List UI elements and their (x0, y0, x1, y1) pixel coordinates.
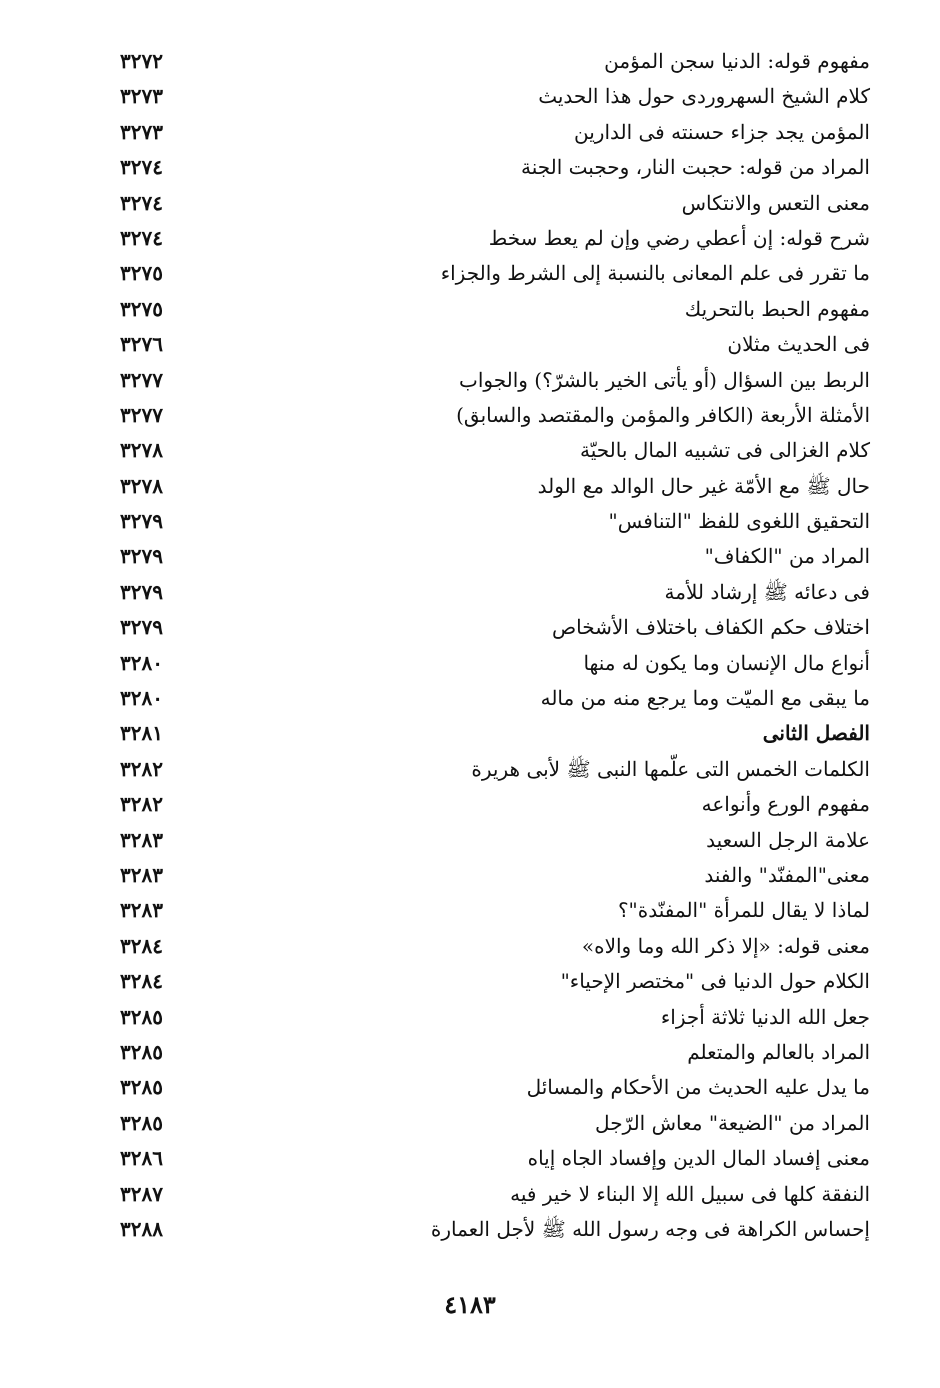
toc-entry-page-number: ٣٢٨٠ (120, 650, 163, 675)
toc-entry-title: المراد من "الضيعة" معاش الرّجل (595, 1110, 870, 1135)
toc-entry-title: حال ﷺ مع الأمّة غير حال الوالد مع الولد (537, 473, 870, 498)
toc-entry-page-number: ٣٢٨٢ (120, 792, 163, 817)
toc-entry (0, 539, 940, 574)
toc-entry (0, 327, 940, 362)
toc-entry-title: مفهوم قوله: الدنيا سجن المؤمن (604, 49, 870, 73)
section-heading: الفصل الثانى (762, 721, 870, 746)
toc-entry-page-number: ٣٢٨٥ (120, 1039, 163, 1064)
toc-entry-title: لماذا لا يقال للمرأة "المفنّدة"؟ (617, 898, 870, 923)
toc-entry-title: معنى التعس والانتكاس (681, 190, 870, 215)
toc-entry-page-number: ٣٢٨١ (120, 721, 163, 746)
toc-entry-page-number: ٣٢٧٢ (120, 49, 163, 73)
toc-entry-page-number: ٣٢٨٠ (120, 686, 163, 711)
toc-entry-page-number: ٣٢٧٤ (120, 155, 163, 180)
toc-entry (0, 150, 940, 185)
toc-entry-page-number: ٣٢٨٣ (120, 898, 163, 923)
toc-entry (0, 1000, 940, 1035)
toc-entry (0, 1035, 940, 1070)
toc-entry-title: فى دعائه ﷺ إرشاد للأمة (664, 579, 870, 604)
toc-entry-title: التحقيق اللغوى للفظ "التنافس" (608, 509, 870, 534)
toc-entry (0, 823, 940, 858)
toc-entry-page-number: ٣٢٨٤ (120, 969, 163, 994)
page-number: ٤١٨٣ (444, 1290, 496, 1319)
toc-entry-page-number: ٣٢٧٥ (120, 261, 163, 286)
toc-entry-title: كلام الغزالى فى تشبيه المال بالحيّة (580, 438, 870, 463)
toc-entry-title: إحساس الكراهة فى وجه رسول الله ﷺ لأجل العمارة (430, 1216, 870, 1241)
toc-entry-page-number: ٣٢٧٤ (120, 190, 163, 215)
toc-entry-page-number: ٣٢٧٩ (120, 615, 163, 640)
toc-entry (0, 433, 940, 468)
toc-entry-page-number: ٣٢٨٣ (120, 827, 163, 852)
toc-entry (0, 681, 940, 716)
toc-entry (0, 221, 940, 256)
toc-entry (0, 1177, 940, 1212)
toc-entry-title: معنى"المفنّد" والفند (704, 862, 870, 887)
toc-entry-title: مفهوم الحبط بالتحريك (684, 296, 870, 321)
toc-entry (0, 752, 940, 787)
toc-entry-page-number: ٣٢٨٢ (120, 756, 163, 781)
toc-entry-title: الربط بين السؤال (أو يأتى الخير بالشرّ؟) والجواب (458, 367, 870, 392)
toc-entry (0, 1106, 940, 1141)
toc-entry-title: المؤمن يجد جزاء حسنته فى الدارين (574, 119, 870, 144)
toc-entry-title: اختلاف حكم الكفاف باختلاف الأشخاص (551, 615, 870, 640)
toc-entry-page-number: ٣٢٧٣ (120, 84, 163, 109)
toc-entry (0, 858, 940, 893)
toc-entry-page-number: ٣٢٧٧ (120, 367, 163, 392)
toc-entry-title: ما تقرر فى علم المعانى بالنسبة إلى الشرط والجزاء (440, 261, 870, 286)
toc-entry (0, 1212, 940, 1247)
toc-entry (0, 575, 940, 610)
toc-entry (0, 115, 940, 150)
toc-entry (0, 893, 940, 928)
toc-entry (0, 363, 940, 398)
toc-entry-title: جعل الله الدنيا ثلاثة أجزاء (660, 1004, 870, 1029)
table-of-contents (0, 44, 940, 1247)
toc-entry-title: شرح قوله: إن أعطي رضي وإن لم يعط سخط (488, 225, 870, 250)
toc-entry-title: المراد من "الكفاف" (704, 544, 870, 569)
toc-entry-page-number: ٣٢٨٤ (120, 933, 163, 958)
toc-entry (0, 716, 940, 751)
toc-entry (0, 646, 940, 681)
toc-entry-page-number: ٣٢٨٣ (120, 862, 163, 887)
toc-entry-title: علامة الرجل السعيد (706, 827, 870, 852)
toc-entry-page-number: ٣٢٧٤ (120, 225, 163, 250)
toc-entry-page-number: ٣٢٨٨ (120, 1216, 163, 1241)
toc-entry-title: معنى إفساد المال الدين وإفساد الجاه إياه (527, 1146, 870, 1171)
toc-entry-page-number: ٣٢٧٨ (120, 438, 163, 463)
toc-entry (0, 504, 940, 539)
toc-entry-title: الكلام حول الدنيا فى "مختصر الإحياء" (560, 969, 870, 994)
toc-entry (0, 787, 940, 822)
toc-entry (0, 964, 940, 999)
toc-entry-title: النفقة كلها فى سبيل الله إلا البناء لا خير فيه (510, 1181, 870, 1206)
toc-entry-page-number: ٣٢٧٥ (120, 296, 163, 321)
toc-entry-title: معنى قوله: «إلا ذكر الله وما والاه» (581, 933, 870, 958)
toc-entry (0, 256, 940, 291)
toc-entry-title: الأمثلة الأربعة (الكافر والمؤمن والمقتصد والسابق) (456, 402, 870, 427)
toc-entry (0, 292, 940, 327)
toc-entry-title: مفهوم الورع وأنواعه (701, 792, 870, 817)
toc-entry-page-number: ٣٢٨٦ (120, 1146, 163, 1171)
toc-entry-title: كلام الشيخ السهروردى حول هذا الحديث (538, 84, 870, 109)
toc-entry-page-number: ٣٢٧٩ (120, 544, 163, 569)
toc-entry-title: فى الحديث مثلان (727, 332, 870, 357)
toc-entry (0, 44, 940, 79)
toc-entry (0, 1070, 940, 1105)
toc-entry-page-number: ٣٢٨٥ (120, 1110, 163, 1135)
toc-entry-page-number: ٣٢٧٨ (120, 473, 163, 498)
toc-entry (0, 398, 940, 433)
toc-entry-page-number: ٣٢٨٥ (120, 1004, 163, 1029)
toc-entry-title: الكلمات الخمس التى علّمها النبى ﷺ لأبى هريرة (471, 756, 870, 781)
toc-entry-page-number: ٣٢٨٧ (120, 1181, 163, 1206)
toc-entry-page-number: ٣٢٧٧ (120, 402, 163, 427)
toc-entry (0, 929, 940, 964)
toc-entry-page-number: ٣٢٨٥ (120, 1075, 163, 1100)
toc-entry-page-number: ٣٢٧٣ (120, 119, 163, 144)
toc-entry (0, 79, 940, 114)
toc-entry (0, 469, 940, 504)
toc-entry-page-number: ٣٢٧٩ (120, 579, 163, 604)
toc-entry-page-number: ٣٢٧٦ (120, 332, 163, 357)
toc-entry (0, 1141, 940, 1176)
toc-entry (0, 610, 940, 645)
toc-entry-title: المراد بالعالم والمتعلم (687, 1039, 870, 1064)
toc-entry-title: ما يبقى مع الميّت وما يرجع منه من ماله (540, 686, 870, 711)
toc-entry-title: ما يدل عليه الحديث من الأحكام والمسائل (526, 1075, 870, 1100)
toc-entry (0, 186, 940, 221)
toc-entry-page-number: ٣٢٧٩ (120, 509, 163, 534)
toc-entry-title: المراد من قوله: حجبت النار، وحجبت الجنة (520, 155, 870, 180)
toc-entry-title: أنواع مال الإنسان وما يكون له منها (583, 650, 870, 675)
